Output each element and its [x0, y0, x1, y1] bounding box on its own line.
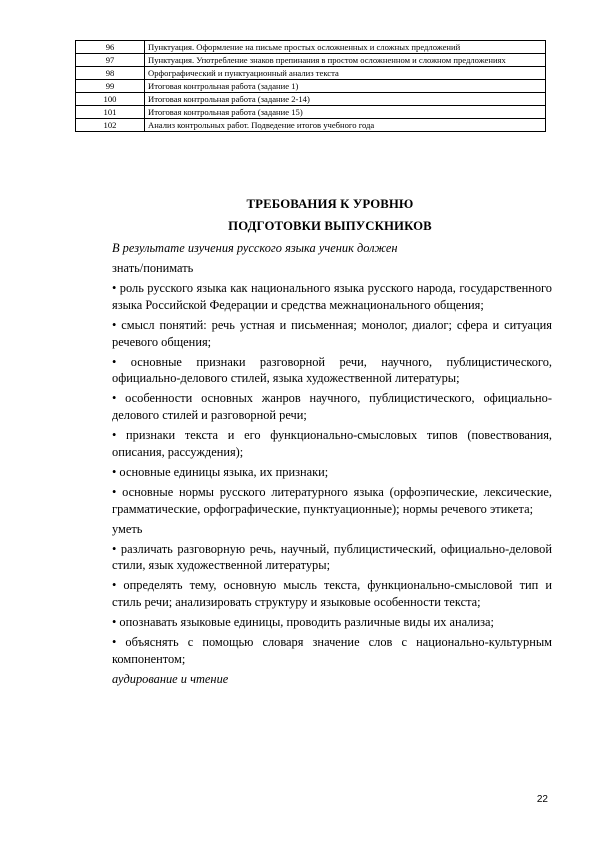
lesson-number-cell: 102 — [76, 119, 145, 132]
know-list-item: • признаки текста и его функционально-смысловых типов (повествования, описания, рассуждения); — [112, 428, 552, 459]
table-row — [76, 106, 546, 119]
lesson-number-cell: 98 — [76, 67, 145, 80]
lesson-topic-cell: Итоговая контрольная работа (задание 1) — [145, 80, 546, 93]
know-list-item: • основные признаки разговорной речи, научного, публицистического, официально-делового стилей, языка художественной литературы; — [112, 354, 552, 386]
can-list-item: • объяснять с помощью словаря значение слов с национально-культурным компонентом; — [112, 635, 552, 666]
intro-text: В результате изучения русского языка ученик должен — [112, 241, 398, 255]
lesson-number-cell: 97 — [76, 54, 145, 67]
table-row — [76, 119, 546, 132]
know-list-item: • особенности основных жанров научного, публицистического, официально-делового стилей и разговорной речи; — [112, 391, 552, 423]
table-row — [76, 80, 546, 93]
lesson-topic-cell: Итоговая контрольная работа (задание 2-14) — [145, 93, 546, 106]
know-label: знать/понимать — [112, 260, 194, 275]
table-body — [76, 41, 546, 132]
table-row — [76, 93, 546, 106]
table-row — [76, 54, 546, 67]
can-list — [112, 541, 552, 668]
lesson-number-cell: 96 — [76, 41, 145, 54]
know-list — [112, 280, 552, 517]
can-list-item: • определять тему, основную мысль текста, функционально-смысловой тип и стиль речи; анализировать структуру и языковые особенности текста; — [112, 578, 552, 610]
lesson-topic-cell: Пунктуация. Употребление знаков препинания в простом осложненном и сложном предложениях — [145, 54, 546, 67]
lesson-topic-cell: Пунктуация. Оформление на письме простых осложненных и сложных предложений — [145, 41, 546, 54]
can-label: уметь — [112, 521, 143, 536]
can-list-item: • опознавать языковые единицы, проводить различные виды их анализа; — [112, 615, 494, 630]
lesson-number-cell: 99 — [76, 80, 145, 93]
table-row — [76, 41, 546, 54]
listening-reading-label: аудирование и чтение — [112, 671, 229, 686]
know-list-item: • основные единицы языка, их признаки; — [112, 464, 329, 479]
lesson-topic-cell: Итоговая контрольная работа (задание 15) — [145, 106, 546, 119]
lesson-topic-cell: Орфографический и пунктуационный анализ текста — [145, 67, 546, 80]
section-heading-line-2: ПОДГОТОВКИ ВЫПУСКНИКОВ — [228, 219, 432, 233]
can-list-item: • различать разговорную речь, научный, публицистический, официально-деловой стили, язык художественной литературы; — [112, 541, 552, 573]
requirements-body — [112, 240, 552, 691]
know-list-item: • смысл понятий: речь устная и письменная; монолог, диалог; сфера и ситуация речевого общения; — [112, 317, 552, 349]
lesson-number-cell: 100 — [76, 93, 145, 106]
page-number: 22 — [536, 794, 548, 805]
table-row — [76, 67, 546, 80]
lesson-number-cell: 101 — [76, 106, 145, 119]
lesson-topic-cell: Анализ контрольных работ. Подведение итогов учебного года — [145, 119, 546, 132]
know-list-item: • основные нормы русского литературного языка (орфоэпические, лексические, грамматические, орфографические, пунктуационные); нормы речевого этикета; — [112, 484, 552, 516]
lesson-plan-table — [75, 40, 546, 132]
section-heading-line-1: ТРЕБОВАНИЯ К УРОВНЮ — [246, 197, 414, 211]
know-list-item: • роль русского языка как национального языка русского народа, государственного языка Российской Федерации и средства межнационального общения; — [112, 280, 552, 312]
